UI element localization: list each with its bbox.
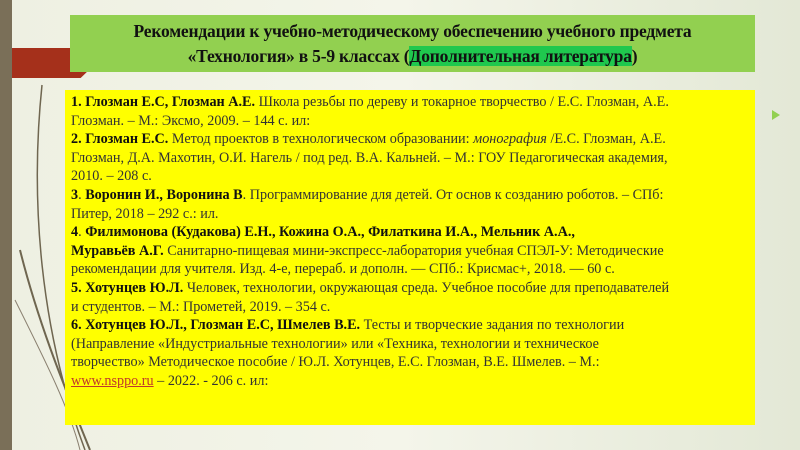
reference-line [71,260,749,279]
reference-text: Питер, 2018 – 292 с.: ил. [71,205,219,222]
reference-text: Тесты и творческие задания по технологии [360,317,625,334]
reference-text: творчество» Методическое пособие / Ю.Л. Хотунцев, Е.С. Глозман, В.Е. Шмелев. – М.: [71,354,600,371]
reference-line [71,335,749,354]
reference-line [71,353,749,372]
reference-authors: Муравьёв А.Г. [71,242,164,259]
arrow-icon [772,110,780,120]
reference-text: (Направление «Индустриальные технологии» или «Техника, технологии и техническое [71,335,599,352]
reference-line [71,242,749,261]
reference-text: и студентов. – М.: Прометей, 2019. – 354 с. [71,298,331,315]
reference-line [71,186,749,205]
reference-text: Человек, технологии, окружающая среда. Учебное пособие для преподавателей [183,279,670,296]
references-list [65,90,755,425]
reference-text: . Программирование для детей. От основ к созданию роботов. – СПб: [242,186,664,203]
reference-authors: Воронин И., Воронина В [85,186,243,203]
reference-line [71,298,749,317]
reference-line [71,223,749,242]
reference-line [71,372,749,391]
website-link[interactable]: www.nsppo.ru [71,372,154,389]
reference-text: монография [473,131,547,148]
reference-text: – 2022. - 206 с. ил: [153,372,269,389]
reference-text: /Е.С. Глозман, А.Е. [546,131,666,148]
title-line-2 [70,44,755,69]
title-text: «Технология» в 5-9 классах ( [187,46,410,66]
reference-text: . [78,224,86,241]
reference-authors: 2. Глозман Е.С. [71,131,169,148]
reference-authors: 3 [71,186,79,203]
reference-text: рекомендации для учителя. Изд. 4-е, перераб. и дополн. — СПб.: Крисмас+, 2018. — 60 с. [71,261,615,278]
reference-text: . [78,186,86,203]
reference-authors: 5. Хотунцев Ю.Л. [71,279,184,296]
slide-title [70,15,755,72]
title-line-1: Рекомендации к учебно-методическому обеспечению учебного предмета [133,21,692,41]
reference-line [71,130,749,149]
reference-text: Школа резьбы по дереву и токарное творчество / Е.С. Глозман, А.Е. [255,94,669,110]
reference-authors: 4 [71,224,79,241]
reference-authors: 1. Глозман Е.С, Глозман А.Е. [71,94,256,110]
reference-text: Санитарно-пищевая мини-экспресс-лаборатория учебная СПЭЛ-У: Методические [163,242,664,259]
reference-line [71,112,749,131]
reference-authors: 6. Хотунцев Ю.Л., Глозман Е.С, Шмелев В.Е. [71,317,361,334]
reference-line [71,205,749,224]
reference-line [71,279,749,298]
reference-text: Метод проектов в технологическом образовании: [168,131,474,148]
title-highlight: Дополнительная литература [409,46,632,66]
reference-text: 2010. – 208 с. [71,168,152,185]
reference-line [71,316,749,335]
reference-text: Глозман, Д.А. Махотин, О.И. Нагель / под ред. В.А. Кальней. – М.: ГОУ Педагогическая академия, [71,149,668,166]
reference-authors: Филимонова (Кудакова) Е.Н., Кожина О.А., Филаткина И.А., Мельник А.А., [85,224,575,241]
reference-line [71,93,749,112]
reference-text: Глозман. – М.: Эксмо, 2009. – 144 с. ил: [71,112,311,129]
reference-line [71,167,749,186]
title-text-end: ) [631,46,638,66]
reference-line [71,149,749,168]
